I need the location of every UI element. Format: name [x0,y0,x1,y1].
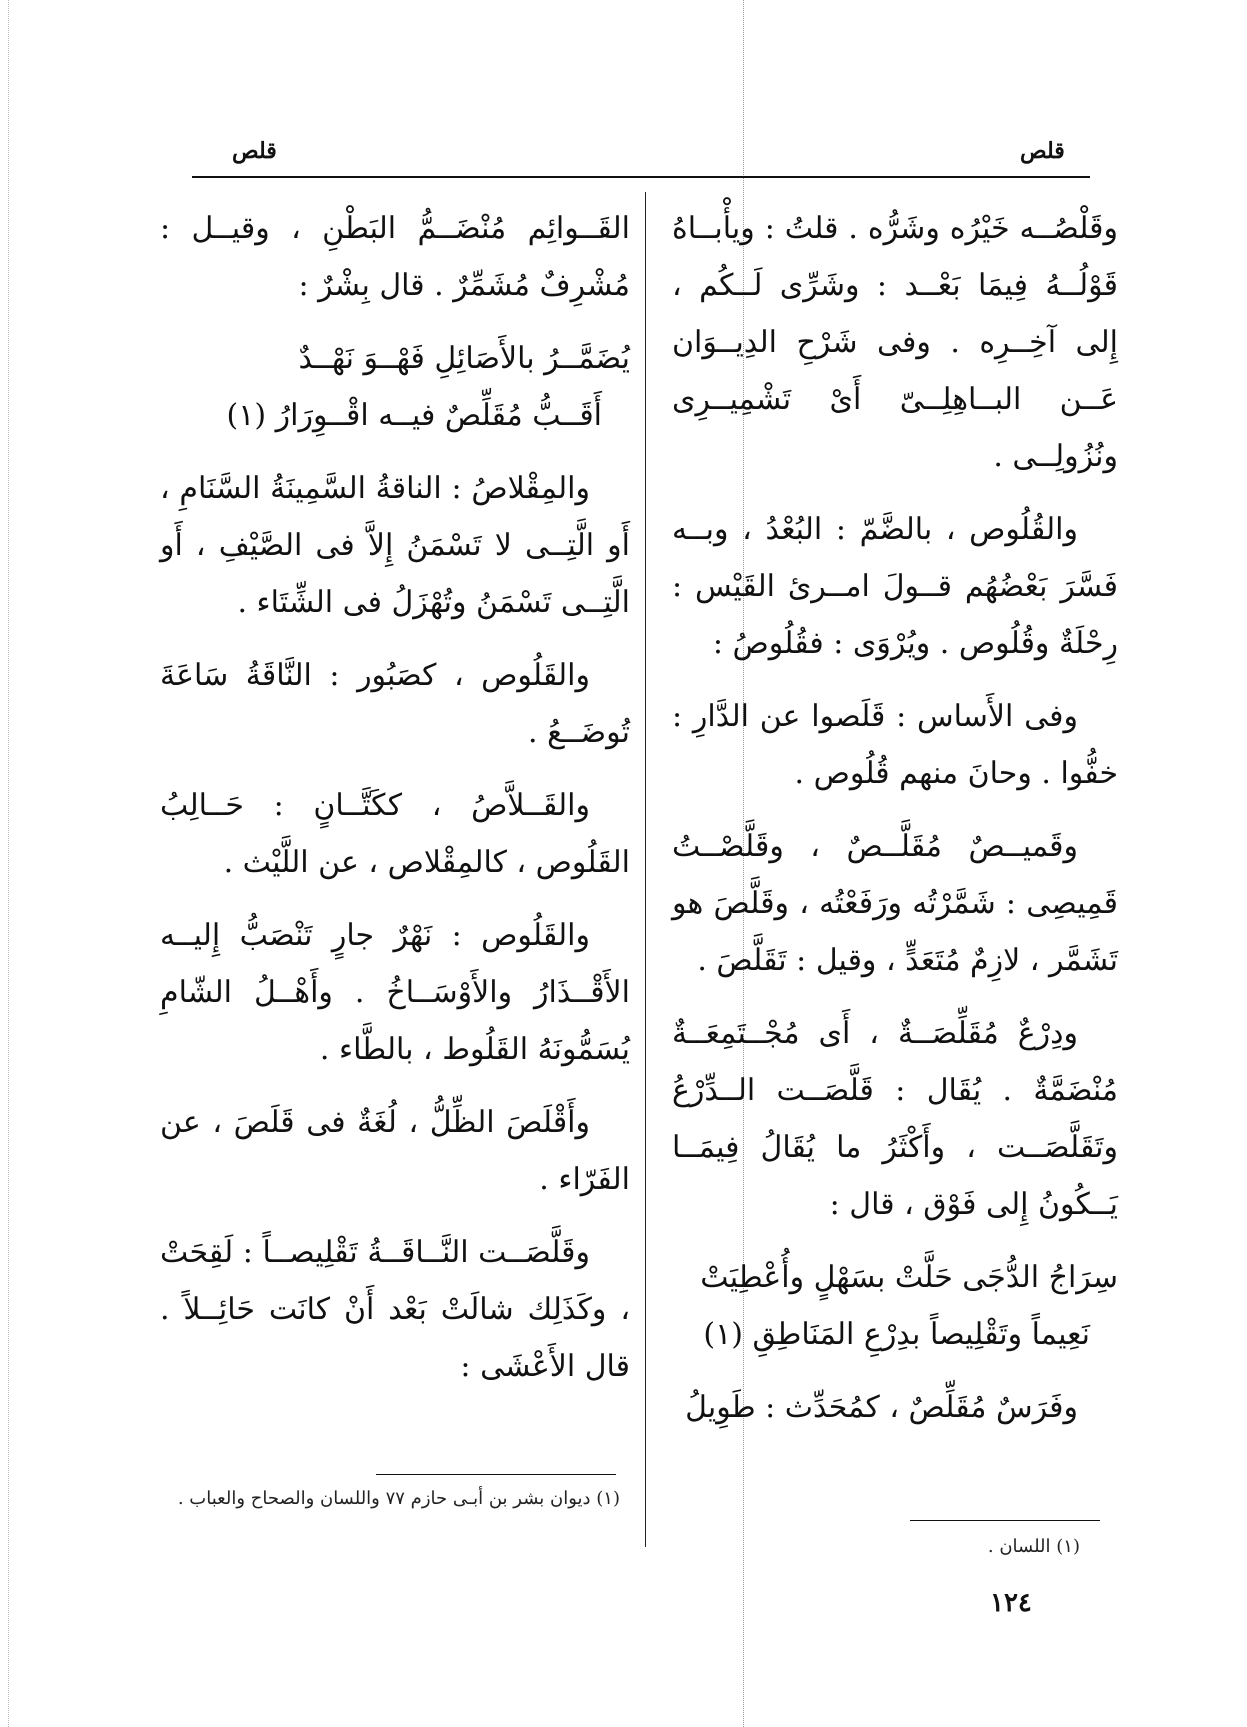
verse-line: نَعِيماً وتَقْلِيصاً بدِرْعِ المَنَاطِقِ (١) [703,1317,1090,1352]
paragraph: وأَقْلَصَ الظِّلُّ ، لُغَةٌ فى قَلَصَ ، عن الفَرّاء . [160,1105,630,1197]
right-column [672,200,1118,1452]
paragraph: وفى الأَساس : قَلَصوا عن الدَّارِ : خفُّوا . وحانَ منهم قُلُوص . [672,699,1118,791]
verse-line: أَقَــبُّ مُقَلِّصٌ فيــه اقْــوِرَارُ (١) [226,398,602,433]
paragraph: وفَرَسٌ مُقَلِّصٌ ، كمُحَدِّث : طَوِيلُ [685,1390,1078,1425]
paragraph: والقَلُوص ، كصَبُور : النَّاقَةُ سَاعَةَ تُوضَــعُ . [160,658,630,750]
page-number: ١٢٤ [990,1588,1032,1618]
paragraph: وقَلْصُــه خَيْرُه وشَرُّه . قلتُ : ويأْبــاهُ قَوْلُــهُ فِيمَا بَعْــد : وشَرِّى لَــكُم ، إِلى آخِــرِه . وفى شَرْحِ الدِيــوَان عَــن البــاهِلِــىّ أَىْ تَشْمِيــرِى ونُزُولِــى . [672,211,1118,474]
scan-edge-dots [8,0,9,1727]
paragraph: القَــوائِم مُنْضَــمُّ البَطْنِ ، وقيــل : مُشْرِفٌ مُشَمِّرٌ . قال بِشْرٌ : [160,211,630,303]
verse-line: سِرَاجُ الدُّجَى حَلَّتْ بسَهْلٍ وأُعْطِيَتْ [700,1260,1118,1295]
running-head-right: قلص [1020,138,1065,164]
paragraph: والقَلُوص : نَهْرٌ جارٍ تَنْصَبُّ إِليــه الأَقْــذَارُ والأَوْسَــاخُ . وأَهْــلُ الشّامِ يُسَمُّونَهُ القَلُوط ، بالطَّاء . [160,918,630,1067]
verse [160,330,630,444]
verse-line: يُضَمَّــرُ بالأَصَائِلِ فَهْــوَ نَهْــدٌ [298,341,630,376]
left-column [160,200,630,1411]
paragraph: والمِقْلاصُ : الناقةُ السَّمِينَةُ السَّنَامِ ، أَو الَّتِــى لا تَسْمَنُ إِلاَّ فى الصَّيْفِ ، أَو الَّتِــى تَسْمَنُ وتُهْزَلُ فى الشِّتَاء . [160,471,630,620]
column-divider [645,192,646,1547]
verse [672,1249,1118,1363]
paragraph: والقَــلاَّصُ ، ككَتَّــانٍ : حَــالِبُ القَلُوص ، كالمِقْلاص ، عن اللَّيْث . [160,788,630,880]
paragraph: وقَميــصٌ مُقَلَّــصٌ ، وقَلَّصْــتُ قَمِيصِى : شَمَّرْتُه ورَفَعْتُه ، وقَلَّصَ هو تَشَمَّر ، لازِمٌ مُتَعَدٍّ ، وقيل : تَقَلَّصَ . [672,829,1118,978]
paragraph: ودِرْعٌ مُقَلِّصَــةٌ ، أَى مُجْــتَمِعَــةٌ مُنْضَمَّةٌ . يُقَال : قَلَّصَــت الــدِّرْعُ وتَقَلَّصَــت ، وأَكْثَرُ ما يُقَالُ فِيمَــا يَــكُونُ إِلى فَوْق ، قال : [672,1016,1118,1222]
paragraph: وقَلَّصَــت النَّــاقَــةُ تَقْلِيصــاً : لَقِحَتْ ، وكَذَلِك شالَتْ بَعْد أَنْ كانَت حَائِــلاً . قال الأَعْشَى : [160,1235,630,1384]
footnote-left: (١) ديوان بشر بن أبـى حازم ٧٧ واللسان والصحاح والعباب . [177,1488,620,1509]
running-head-left: قلص [232,138,277,164]
footnote-right: (١) اللسان . [987,1536,1080,1557]
footnote-rule-right [910,1520,1100,1521]
footnote-rule-left [376,1474,616,1475]
paragraph: والقُلُوص ، بالضَّمّ : البُعْدُ ، وبــه فَسَّرَ بَعْضُهُم قــولَ امــرئ القَيْس : رِحْلَةٌ وقُلُوص . ويُرْوَى : فقُلُوصُ : [672,512,1118,661]
header-rule [192,176,1090,178]
